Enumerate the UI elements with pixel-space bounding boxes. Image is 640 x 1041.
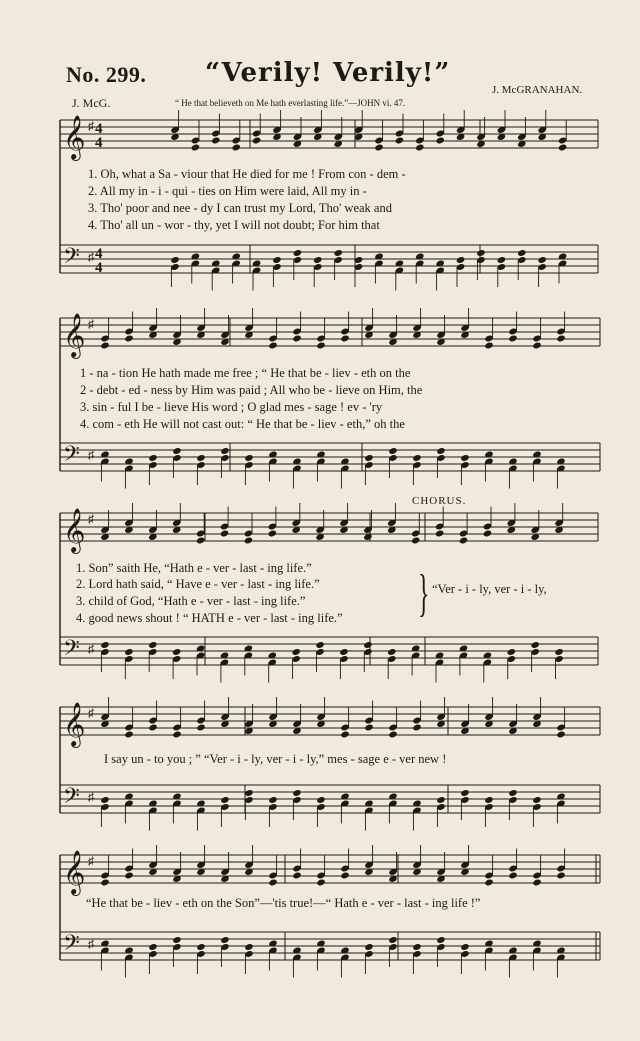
- note-head: [315, 641, 324, 649]
- time-signature: 4: [95, 121, 103, 137]
- note-head: [292, 335, 301, 343]
- note-head: [554, 648, 563, 656]
- note-head: [172, 731, 181, 739]
- scripture-reference: “ He that believeth on Me hath everlasting life.”—JOHN vi. 47.: [175, 98, 406, 108]
- note-head: [196, 537, 205, 545]
- note-head: [497, 256, 506, 264]
- note-head: [387, 648, 396, 656]
- key-sharp: ♯: [88, 937, 94, 951]
- note-head: [244, 943, 253, 951]
- note-head: [124, 872, 133, 880]
- system5-lyric: “He that be - liev - eth on the Son”—'tis true!—“ Hath e - ver - last - ing life !”: [86, 896, 481, 910]
- note-head: [484, 796, 493, 804]
- note-head: [532, 879, 541, 887]
- note-head: [313, 256, 322, 264]
- time-signature: 4: [95, 246, 103, 262]
- note-head: [196, 724, 205, 732]
- key-sharp: ♯: [88, 854, 94, 868]
- note-head: [148, 724, 157, 732]
- note-head: [244, 537, 253, 545]
- note-head: [272, 256, 281, 264]
- note-head: [436, 796, 445, 804]
- key-sharp: ♯: [88, 790, 94, 804]
- note-head: [460, 454, 469, 462]
- note-head: [436, 936, 445, 944]
- note-head: [556, 872, 565, 880]
- note-head: [415, 144, 424, 152]
- system2-verse-1: 1 - na - tion He hath made me free ; “ He that be - liev - eth on the: [80, 366, 411, 380]
- note-head: [435, 530, 444, 538]
- note-head: [124, 731, 133, 739]
- note-head: [231, 144, 240, 152]
- note-head: [220, 447, 229, 455]
- note-head: [339, 648, 348, 656]
- system3-verse-1: 1. Son” saith He, “Hath e - ver - last - ing life.”: [76, 561, 312, 575]
- note-head: [364, 943, 373, 951]
- note-head: [507, 648, 516, 656]
- key-sharp: ♯: [88, 250, 94, 264]
- system2-verse-4: 4. com - eth He will not cast out: “ He that be - liev - eth,” oh the: [80, 417, 405, 431]
- hymn-number: No. 299.: [66, 62, 147, 87]
- bass-clef: 𝄢: [63, 636, 80, 666]
- note-head: [316, 879, 325, 887]
- system3-verse-2: 2. Lord hath said, “ Have e - ver - last - ing life.”: [76, 577, 320, 591]
- note-head: [268, 530, 277, 538]
- note-head: [412, 454, 421, 462]
- bass-clef: 𝄢: [63, 931, 80, 961]
- note-head: [460, 789, 469, 797]
- note-head: [436, 447, 445, 455]
- system1-verse-2: 2. All my in - i - qui - ties on Him were laid, All my in -: [88, 184, 367, 198]
- note-head: [244, 789, 253, 797]
- note-head: [268, 796, 277, 804]
- note-head: [363, 641, 372, 649]
- key-sharp: ♯: [88, 512, 94, 526]
- note-head: [556, 731, 565, 739]
- note-head: [172, 447, 181, 455]
- note-head: [508, 335, 517, 343]
- chorus-lyric: “Ver - i - ly, ver - i - ly,: [432, 582, 547, 596]
- note-head: [148, 641, 157, 649]
- chorus-label: CHORUS.: [412, 495, 467, 507]
- key-sharp: ♯: [88, 706, 94, 720]
- note-head: [484, 342, 493, 350]
- system1-verse-3: 3. Tho' poor and nee - dy I can trust my Lord, Tho' weak and: [88, 201, 392, 215]
- system4-lyric: I say un - to you ; ” “Ver - i - ly, ver - i - ly,” mes - sage e - ver new !: [104, 752, 447, 766]
- note-head: [191, 144, 200, 152]
- note-head: [100, 879, 109, 887]
- system1-verse-4: 4. Tho' all un - wor - thy, yet I will not doubt; For him that: [88, 218, 380, 232]
- note-head: [293, 249, 302, 257]
- key-sharp: ♯: [88, 317, 94, 331]
- note-head: [172, 936, 181, 944]
- note-head: [220, 936, 229, 944]
- note-head: [268, 342, 277, 350]
- note-head: [374, 144, 383, 152]
- note-head: [388, 447, 397, 455]
- note-head: [340, 731, 349, 739]
- note-head: [364, 724, 373, 732]
- note-head: [220, 796, 229, 804]
- note-head: [100, 641, 109, 649]
- note-head: [532, 342, 541, 350]
- note-head: [196, 943, 205, 951]
- note-head: [412, 943, 421, 951]
- system3-verse-4: 4. good news shout ! “ HATH e - ver - last - ing life.”: [76, 611, 343, 625]
- note-head: [483, 530, 492, 538]
- note-head: [333, 249, 342, 257]
- note-head: [484, 879, 493, 887]
- note-head: [316, 342, 325, 350]
- system3-verse-3: 3. child of God, “Hath e - ver - last - ing life.”: [76, 594, 306, 608]
- note-head: [211, 137, 220, 145]
- key-sharp: ♯: [88, 642, 94, 656]
- note-head: [100, 342, 109, 350]
- note-head: [252, 137, 261, 145]
- note-head: [268, 879, 277, 887]
- treble-clef: 𝄞: [63, 850, 86, 894]
- note-head: [532, 796, 541, 804]
- note-head: [459, 537, 468, 545]
- hymn-title: “Verily! Verily!”: [205, 58, 451, 88]
- note-head: [556, 335, 565, 343]
- note-head: [292, 789, 301, 797]
- note-head: [558, 144, 567, 152]
- system1-verse-1: 1. Oh, what a Sa - viour that He died for me ! From con - dem -: [88, 167, 406, 181]
- note-head: [411, 537, 420, 545]
- treble-clef: 𝄞: [63, 115, 86, 159]
- note-head: [388, 731, 397, 739]
- note-head: [476, 249, 485, 257]
- note-head: [196, 454, 205, 462]
- note-head: [220, 530, 229, 538]
- note-head: [460, 943, 469, 951]
- note-head: [364, 454, 373, 462]
- note-head: [172, 648, 181, 656]
- note-head: [291, 648, 300, 656]
- note-head: [170, 256, 179, 264]
- treble-clef: 𝄞: [63, 313, 86, 357]
- time-signature: 4: [95, 135, 103, 151]
- note-head: [508, 789, 517, 797]
- note-head: [340, 335, 349, 343]
- note-head: [292, 872, 301, 880]
- key-sharp: ♯: [88, 119, 94, 133]
- bass-clef: 𝄢: [63, 784, 80, 814]
- note-head: [100, 796, 109, 804]
- note-head: [508, 872, 517, 880]
- system2-verse-2: 2 - debt - ed - ness by Him was paid ; All who be - lieve on Him, the: [80, 383, 423, 397]
- note-head: [456, 256, 465, 264]
- note-head: [148, 454, 157, 462]
- note-head: [244, 454, 253, 462]
- note-head: [412, 724, 421, 732]
- verse-brace: }: [418, 565, 430, 622]
- note-head: [530, 641, 539, 649]
- note-head: [395, 137, 404, 145]
- note-head: [124, 648, 133, 656]
- bass-clef: 𝄢: [63, 244, 80, 274]
- note-head: [537, 256, 546, 264]
- bass-clef: 𝄢: [63, 442, 80, 472]
- note-head: [124, 335, 133, 343]
- author: J. McG.: [72, 96, 111, 110]
- key-sharp: ♯: [88, 448, 94, 462]
- treble-clef: 𝄞: [63, 508, 86, 552]
- note-head: [148, 943, 157, 951]
- time-signature: 4: [95, 260, 103, 276]
- note-head: [340, 872, 349, 880]
- note-head: [316, 796, 325, 804]
- note-head: [517, 249, 526, 257]
- treble-clef: 𝄞: [63, 702, 86, 746]
- note-head: [435, 137, 444, 145]
- note-head: [388, 936, 397, 944]
- system2-verse-3: 3. sin - ful I be - lieve His word ; O glad mes - sage ! ev - 'ry: [80, 400, 383, 414]
- composer: J. McGRANAHAN.: [492, 84, 583, 96]
